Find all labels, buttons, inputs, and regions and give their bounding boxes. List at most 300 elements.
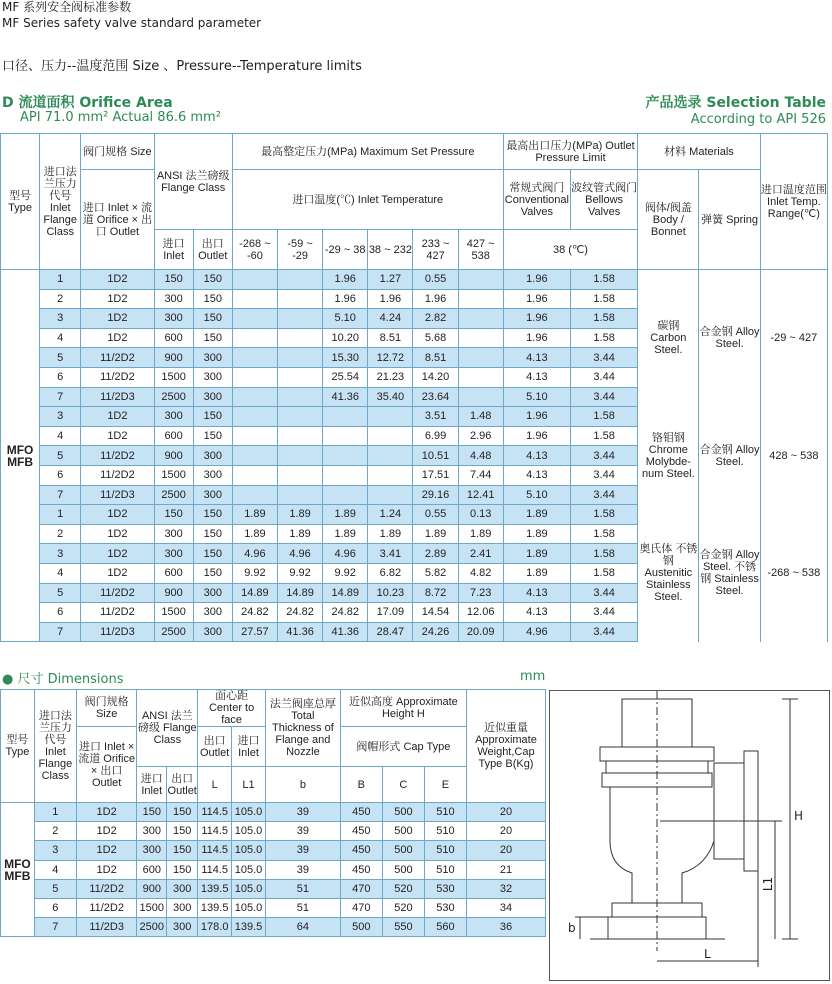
table-cell: 1.58 [571,270,638,290]
table-cell: 1.89 [503,505,570,525]
table-cell [277,328,322,348]
table-cell: 1.96 [503,309,570,329]
selection-table-title: 产品选录 Selection Table [645,95,826,111]
material-body: 碳钢 Carbon Steel. [638,270,699,407]
table-cell: 150 [193,289,232,309]
col-size-detail: 进口 Inlet × 流道 Orifice × 出口 Outlet [81,170,154,270]
table-cell: 114.5 [198,860,232,879]
table-cell: 2 [40,524,81,544]
table-cell: 1.96 [503,426,570,446]
table-cell: 27.57 [232,622,277,642]
table-cell: 300 [137,841,167,860]
table-cell: 15.30 [323,348,368,368]
table-cell: 3 [40,544,81,564]
dim-col-size: 阀门规格 Size [76,690,137,727]
col-max-set: 最高整定压力(MPa) Maximum Set Pressure [232,134,503,170]
col-bellows: 波纹管式阀门 Bellows Valves [571,170,638,230]
dim-col-height: 近似高度 Approximate Height H [340,690,466,727]
table-row [1,505,828,525]
table-cell: 1.58 [571,289,638,309]
table-row [1,803,546,822]
table-cell [368,485,413,505]
dim-col-L: L [198,767,232,803]
table-cell: 21.23 [368,367,413,387]
table-cell: 1.89 [232,524,277,544]
table-cell [277,446,322,466]
table-cell: 11/2D2 [81,348,154,368]
material-body: 奥氏体 不锈钢 Austenitic Stainless Steel. [638,505,699,642]
table-cell: 510 [424,803,466,822]
table-cell: 2.41 [458,544,503,564]
table-cell: 1.89 [458,524,503,544]
table-cell: 1D2 [81,426,154,446]
table-cell: 41.36 [277,622,322,642]
table-cell: 450 [340,822,382,841]
table-cell: 300 [167,879,198,898]
table-cell: 2500 [137,918,167,937]
dim-col-outlet: 出口 Outlet [167,767,198,803]
table-row [1,860,546,879]
table-cell [323,426,368,446]
table-cell: 1.89 [503,544,570,564]
table-cell: 6.99 [413,426,458,446]
table-cell [368,426,413,446]
table-cell: 7.44 [458,465,503,485]
table-cell [323,446,368,466]
dim-col-size-detail: 进口 Inlet × 流道 Orifice × 出口 Outlet [76,727,137,803]
dim-label-L: L [704,947,711,961]
col-size: 阀门规格 Size [81,134,154,170]
dim-col-E: E [424,767,466,803]
table-cell: 14.20 [413,367,458,387]
dim-label-b: b [568,921,576,935]
table-cell: 510 [424,860,466,879]
dim-col-C: C [382,767,424,803]
table-cell: 39 [265,860,340,879]
table-cell: 105.0 [232,803,266,822]
table-cell: 1 [40,270,81,290]
temp-5: 233 ~ 427 [413,230,458,270]
table-cell: 4.13 [503,348,570,368]
table-cell: 139.5 [198,879,232,898]
table-cell: 178.0 [198,918,232,937]
api-area: API 71.0 mm² Actual 86.6 mm² [20,110,221,125]
table-cell: 530 [424,879,466,898]
table-cell: 51 [265,879,340,898]
table-row [1,898,546,917]
table-cell: 1.89 [503,524,570,544]
table-cell: 1.89 [277,505,322,525]
table-cell: 1.89 [503,563,570,583]
table-cell [232,309,277,329]
dim-col-c2f-in: 进口 Inlet [232,727,266,767]
table-cell: 1.96 [503,407,570,427]
table-cell: 4.48 [458,446,503,466]
table-cell: 300 [193,622,232,642]
table-cell: 150 [193,328,232,348]
table-cell: 5 [40,446,81,466]
table-cell: 20.09 [458,622,503,642]
table-cell: 150 [167,822,198,841]
table-cell: 11/2D2 [81,603,154,623]
table-cell: 530 [424,898,466,917]
table-cell: 5.82 [413,563,458,583]
table-cell: 1D2 [81,505,154,525]
table-cell: 300 [193,603,232,623]
table-cell: 5 [40,348,81,368]
table-cell: 1D2 [76,822,137,841]
table-cell: 1D2 [81,524,154,544]
table-cell: 6 [40,603,81,623]
table-cell: 114.5 [198,822,232,841]
table-cell [277,309,322,329]
table-cell: 1.96 [503,289,570,309]
table-cell: 1.89 [413,524,458,544]
table-cell: 9.92 [277,563,322,583]
table-cell: 7.23 [458,583,503,603]
dim-col-b: b [265,767,340,803]
dim-col-c2f: 面心距 Center to face [198,690,266,727]
table-cell: 39 [265,841,340,860]
table-cell: 11/2D2 [81,465,154,485]
table-cell: 64 [265,918,340,937]
table-cell [277,485,322,505]
dim-col-inlet: 进口 Inlet [137,767,167,803]
table-cell: 300 [154,524,193,544]
table-cell: 150 [193,505,232,525]
table-cell: 600 [154,563,193,583]
table-cell: 1.96 [323,270,368,290]
dim-col-ansi: ANSI 法兰磅级 Flange Class [137,690,198,767]
table-cell: 150 [193,407,232,427]
table-cell [277,465,322,485]
table-cell: 14.89 [323,583,368,603]
table-cell: 1D2 [81,328,154,348]
table-cell: 3.44 [571,603,638,623]
table-cell: 114.5 [198,803,232,822]
table-cell: 29.16 [413,485,458,505]
table-cell: 500 [382,803,424,822]
table-cell: 560 [424,918,466,937]
table-cell: 1.58 [571,544,638,564]
table-cell [458,309,503,329]
table-cell: 300 [193,367,232,387]
table-cell: 600 [154,328,193,348]
table-cell: 1.96 [503,328,570,348]
table-cell: 41.36 [323,622,368,642]
table-cell [458,328,503,348]
col-outlet-limit: 最高出口压力(MPa) Outlet Pressure Limit [503,134,637,170]
table-cell: 1.48 [458,407,503,427]
table-cell: 36 [466,918,545,937]
table-cell: 5.10 [503,485,570,505]
table-cell: 500 [382,860,424,879]
table-cell: 300 [193,485,232,505]
material-range: 428 ~ 538 [760,407,827,505]
table-cell: 5.68 [413,328,458,348]
table-cell [323,407,368,427]
table-cell: 14.89 [277,583,322,603]
table-cell: 11/2D2 [81,446,154,466]
col-temp-range: 进口温度范围 Inlet Temp. Range(℃) [760,134,827,270]
table-cell: 1500 [154,465,193,485]
table-cell: 550 [382,918,424,937]
table-cell: 1500 [154,367,193,387]
dim-col-L1: L1 [232,767,266,803]
table-cell: 450 [340,803,382,822]
table-cell: 6 [40,367,81,387]
table-cell: 1500 [154,603,193,623]
table-cell: 5.10 [323,309,368,329]
model-type: MFO MFB [1,270,40,642]
table-cell: 900 [137,879,167,898]
col-inlet-temp: 进口温度(℃) Inlet Temperature [232,170,503,230]
table-cell: 3 [34,841,76,860]
table-cell [232,465,277,485]
table-cell: 4 [40,426,81,446]
table-cell: 1.96 [323,289,368,309]
table-cell [232,426,277,446]
table-row [1,270,828,290]
dim-label-H: H [794,809,804,823]
table-cell: 4.96 [232,544,277,564]
dim-col-cap: 阀帽形式 Cap Type [340,727,466,767]
table-cell: 5 [40,583,81,603]
table-cell: 7 [40,387,81,407]
material-spring: 合金钢 Alloy Steel. 不锈钢 Stainless Steel. [699,505,760,642]
dim-label-L1: L1 [761,876,776,892]
table-cell: 4.96 [323,544,368,564]
table-cell: 1D2 [81,563,154,583]
selection-table [0,133,828,642]
table-cell [232,387,277,407]
table-cell: 105.0 [232,841,266,860]
table-cell: 1 [34,803,76,822]
according-api: According to API 526 [690,112,826,127]
material-body: 铬钼钢 Chrome Molybde- num Steel. [638,407,699,505]
table-cell: 3 [40,407,81,427]
table-cell: 150 [167,860,198,879]
table-cell: 900 [154,446,193,466]
table-cell [458,348,503,368]
table-cell: 1D2 [81,289,154,309]
table-cell [458,270,503,290]
table-cell [232,367,277,387]
table-cell: 5.10 [503,387,570,407]
table-cell: 300 [193,348,232,368]
table-cell: 150 [167,841,198,860]
table-cell: 14.89 [232,583,277,603]
orifice-area-title: D 流道面积 Orifice Area [2,95,173,111]
table-cell: 25.54 [323,367,368,387]
table-row [1,918,546,937]
table-cell: 150 [193,426,232,446]
table-cell: 3.41 [368,544,413,564]
col-inlet-flange: 进口法兰压力代号 Inlet Flange Class [40,134,81,270]
table-cell: 20 [466,822,545,841]
table-cell [458,387,503,407]
table-cell [277,348,322,368]
table-cell: 23.64 [413,387,458,407]
table-cell: 6.82 [368,563,413,583]
table-cell: 150 [154,270,193,290]
table-cell: 300 [154,289,193,309]
table-cell [277,407,322,427]
table-cell: 150 [193,270,232,290]
table-cell: 4.13 [503,367,570,387]
material-range: -29 ~ 427 [760,270,827,407]
table-cell: 300 [193,465,232,485]
table-cell: 1D2 [81,309,154,329]
table-cell [368,446,413,466]
table-cell: 1D2 [76,841,137,860]
table-cell: 39 [265,803,340,822]
table-cell: 2 [40,289,81,309]
table-cell: 114.5 [198,841,232,860]
table-cell: 11/2D3 [76,918,137,937]
table-cell: 150 [193,524,232,544]
table-cell: 8.51 [368,328,413,348]
table-cell: 105.0 [232,822,266,841]
col-spring: 弹簧 Spring [699,170,760,270]
table-cell: 1.58 [571,328,638,348]
table-cell: 1.89 [323,505,368,525]
col-type: 型号 Type [1,134,40,270]
dimensions-table [0,689,546,937]
table-cell: 3.44 [571,387,638,407]
table-cell: 0.13 [458,505,503,525]
table-cell: 20 [466,803,545,822]
dimensions-title: ● 尺寸 Dimensions [2,672,124,687]
table-cell: 2500 [154,485,193,505]
table-cell: 3.44 [571,622,638,642]
table-cell: 4.13 [503,465,570,485]
table-cell [458,289,503,309]
table-cell: 520 [382,898,424,917]
table-cell: 1.58 [571,309,638,329]
table-cell [232,328,277,348]
table-cell: 24.82 [232,603,277,623]
table-cell: 150 [167,803,198,822]
table-cell: 3.51 [413,407,458,427]
table-cell: 20 [466,841,545,860]
table-cell: 1D2 [81,544,154,564]
table-cell: 4.13 [503,603,570,623]
table-cell: 3 [40,309,81,329]
table-cell: 1D2 [76,803,137,822]
table-cell: 10.51 [413,446,458,466]
table-cell: 3.44 [571,583,638,603]
table-cell [277,387,322,407]
table-cell: 4.13 [503,583,570,603]
table-cell: 28.47 [368,622,413,642]
table-cell: 150 [193,544,232,564]
table-cell: 10.23 [368,583,413,603]
table-cell: 7 [34,918,76,937]
temp-6: 427 ~ 538 [458,230,503,270]
col-outlet: 出口 Outlet [193,230,232,270]
dimensions-unit: mm [520,669,546,684]
table-cell: 24.82 [277,603,322,623]
table-cell: 51 [265,898,340,917]
table-cell: 1.89 [323,524,368,544]
table-cell: 4.13 [503,446,570,466]
table-row [1,822,546,841]
table-cell: 17.09 [368,603,413,623]
table-cell: 300 [193,387,232,407]
table-cell: 9.92 [323,563,368,583]
table-cell: 4.96 [503,622,570,642]
table-cell: 150 [154,505,193,525]
table-cell: 0.55 [413,505,458,525]
table-cell [323,485,368,505]
table-cell: 1.27 [368,270,413,290]
col-ansi: ANSI 法兰磅级 Flange Class [154,134,232,230]
table-cell: 300 [167,898,198,917]
table-cell [277,426,322,446]
table-row [1,841,546,860]
table-cell: 34 [466,898,545,917]
table-cell: 4 [40,328,81,348]
table-cell: 0.55 [413,270,458,290]
table-cell: 300 [137,822,167,841]
table-cell: 300 [154,309,193,329]
table-cell: 41.36 [323,387,368,407]
table-cell: 1.58 [571,563,638,583]
doc-title-cn: MF 系列安全阀标准参数 [2,0,132,14]
table-cell: 4.96 [277,544,322,564]
table-cell: 3.44 [571,348,638,368]
table-cell: 24.82 [323,603,368,623]
table-cell [277,367,322,387]
table-cell: 500 [382,822,424,841]
table-cell: 1.58 [571,505,638,525]
table-cell: 150 [193,309,232,329]
table-cell: 1.89 [368,524,413,544]
table-cell [232,485,277,505]
table-cell: 500 [340,918,382,937]
table-cell: 4.24 [368,309,413,329]
table-cell: 11/2D3 [81,387,154,407]
table-cell: 11/2D2 [76,898,137,917]
table-cell: 4 [40,563,81,583]
table-cell [277,289,322,309]
table-cell: 1500 [137,898,167,917]
table-cell: 8.51 [413,348,458,368]
dim-col-type: 型号 Type [1,690,35,803]
table-cell: 300 [154,407,193,427]
table-cell: 1.58 [571,407,638,427]
temp-1: -268 ~ -60 [232,230,277,270]
table-cell: 1 [40,505,81,525]
table-row [1,407,828,427]
table-cell: 11/2D3 [81,622,154,642]
table-cell: 2500 [154,387,193,407]
table-cell: 1.96 [368,289,413,309]
table-row [1,879,546,898]
material-range: -268 ~ 538 [760,505,827,642]
table-cell: 150 [137,803,167,822]
dim-col-c2f-out: 出口 Outlet [198,727,232,767]
table-cell: 1D2 [76,860,137,879]
table-cell: 105.0 [232,898,266,917]
table-cell: 450 [340,841,382,860]
table-cell: 3.44 [571,367,638,387]
table-cell: 1.58 [571,426,638,446]
table-cell: 3.44 [571,485,638,505]
table-cell: 1.24 [368,505,413,525]
table-cell: 24.26 [413,622,458,642]
